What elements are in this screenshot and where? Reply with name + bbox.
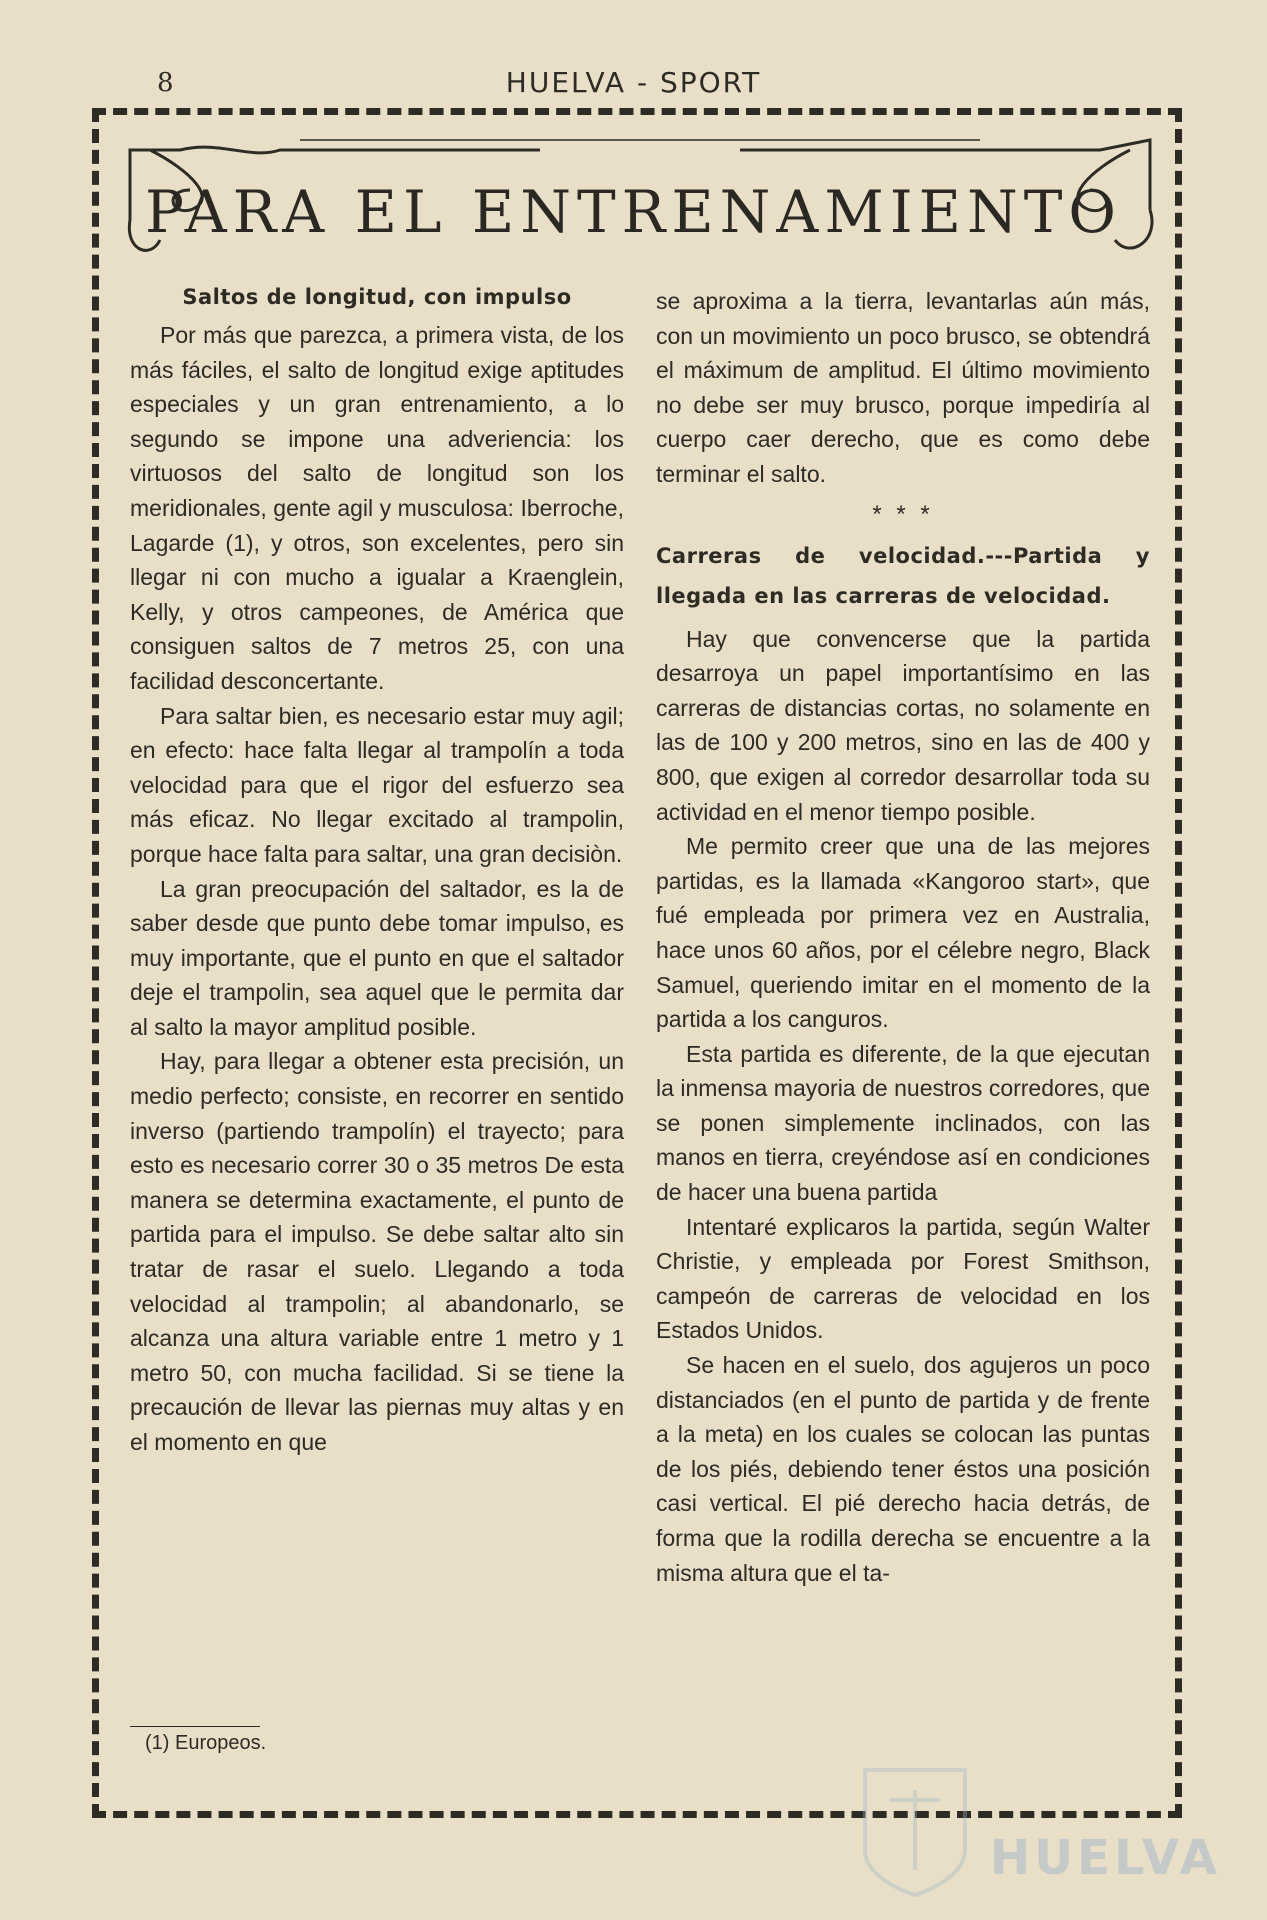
footnote-divider bbox=[130, 1726, 260, 1727]
section-separator: * * * bbox=[872, 500, 934, 528]
watermark-text: HUELVA bbox=[990, 1830, 1221, 1886]
paragraph: Se hacen en el suelo, dos agujeros un poco distanciados (en el punto de partida y de frente a la meta) en los cuales se colocan las puntas de los piés, debiendo tener éstos una posición casi vertical. El pié derecho hacia detrás, de forma que la rodilla derecha se encuentre a la misma altura que el ta- bbox=[656, 1352, 1150, 1586]
footnote: (1) Europeos. bbox=[145, 1732, 267, 1754]
paragraph: Me permito creer que una de las mejores partidas, es la llamada «Kangoroo start», que fué empleada por primera vez en Australia, hace unos 60 años, por el célebre negro, Black Samuel, queriendo imitar en el momento de la partida a los canguros. bbox=[656, 833, 1150, 1033]
paragraph: Por más que parezca, a primera vista, de los más fáciles, el salto de longitud exige aptitudes especiales y un gran entrenamiento, a lo segundo se impone una adveriencia: los virtuosos del salto de longitud son los meridionales, gente agil y musculosa: Iberroche, Lagarde (1), y otros, son excelentes, pero sin llegar ni con mucho a igualar a Kraenglein, Kelly, y otros campeones, de América que consiguen saltos de 7 metros 25, con una facilidad desconcertante. bbox=[130, 322, 624, 694]
paragraph: Intentaré explicaros la partida, según Walter Christie, y empleada por Forest Smithson, campeón de carreras de velocidad en los Estados Unidos. bbox=[656, 1213, 1150, 1344]
right-column bbox=[656, 284, 1150, 1590]
paragraph: Para saltar bien, es necesario estar muy agil; en efecto: hace falta llegar al trampolín a toda velocidad para que el rigor del esfuerzo sea más eficaz. No llegar excitado al trampolin, porque hace falta para saltar, una gran decisiòn. bbox=[130, 702, 624, 867]
publication-title: HUELVA - SPORT bbox=[505, 66, 762, 99]
paragraph: La gran preocupación del saltador, es la de saber desde que punto debe tomar impulso, es muy importante, que el punto en que el saltador deje el trampolin, sea aquel que le permita dar al salto la mayor amplitud posible. bbox=[130, 875, 624, 1040]
paragraph: Hay, para llegar a obtener esta precisión, un medio perfecto; consiste, en recorrer en sentido inverso (partiendo trampolín) el trayecto; para esto es necesario correr 30 o 35 metros De esta manera se determina exactamente, el punto de partida para el impulso. Se debe saltar alto sin tratar de rasar el suelo. Llegando a toda velocidad al trampolin; al abandonarlo, se alcanza una altura variable entre 1 metro y 1 metro 50, con mucha facilidad. Si se tiene la precaución de llevar las piernas muy altas y en el momento en que bbox=[130, 1048, 624, 1455]
paragraph: Hay que convencerse que la partida desarroya un papel importantísimo en las carreras de distancias cortas, no solamente en las de 100 y 200 metros, sino en las de 400 y 800, que exigen al corredor desarrollar toda su actividad en el menor tiempo posible. bbox=[656, 625, 1150, 825]
paragraph-continuation: se aproxima a la tierra, levantarlas aún más, con un movimiento un poco brusco, se obtendrá el máximum de amplitud. El último movimiento no debe ser muy brusco, porque impediría al cuerpo caer derecho, que es como debe terminar el salto. bbox=[656, 288, 1150, 487]
section-heading-sprint: Carreras de velocidad.---Partida y llegada en las carreras de velocidad. bbox=[656, 543, 1150, 608]
left-column bbox=[130, 280, 624, 1460]
article-title: PARA EL ENTRENAMIENTO bbox=[145, 178, 1122, 246]
page-number: 8 bbox=[157, 68, 174, 98]
section-heading-long-jump: Saltos de longitud, con impulso bbox=[182, 285, 572, 309]
page-header bbox=[0, 62, 1267, 102]
paragraph: Esta partida es diferente, de la que ejecutan la inmensa mayoria de nuestros corredores, que se ponen simplemente inclinados, con las manos en tierra, creyéndose así en condiciones de hacer una buena partida bbox=[656, 1040, 1150, 1206]
